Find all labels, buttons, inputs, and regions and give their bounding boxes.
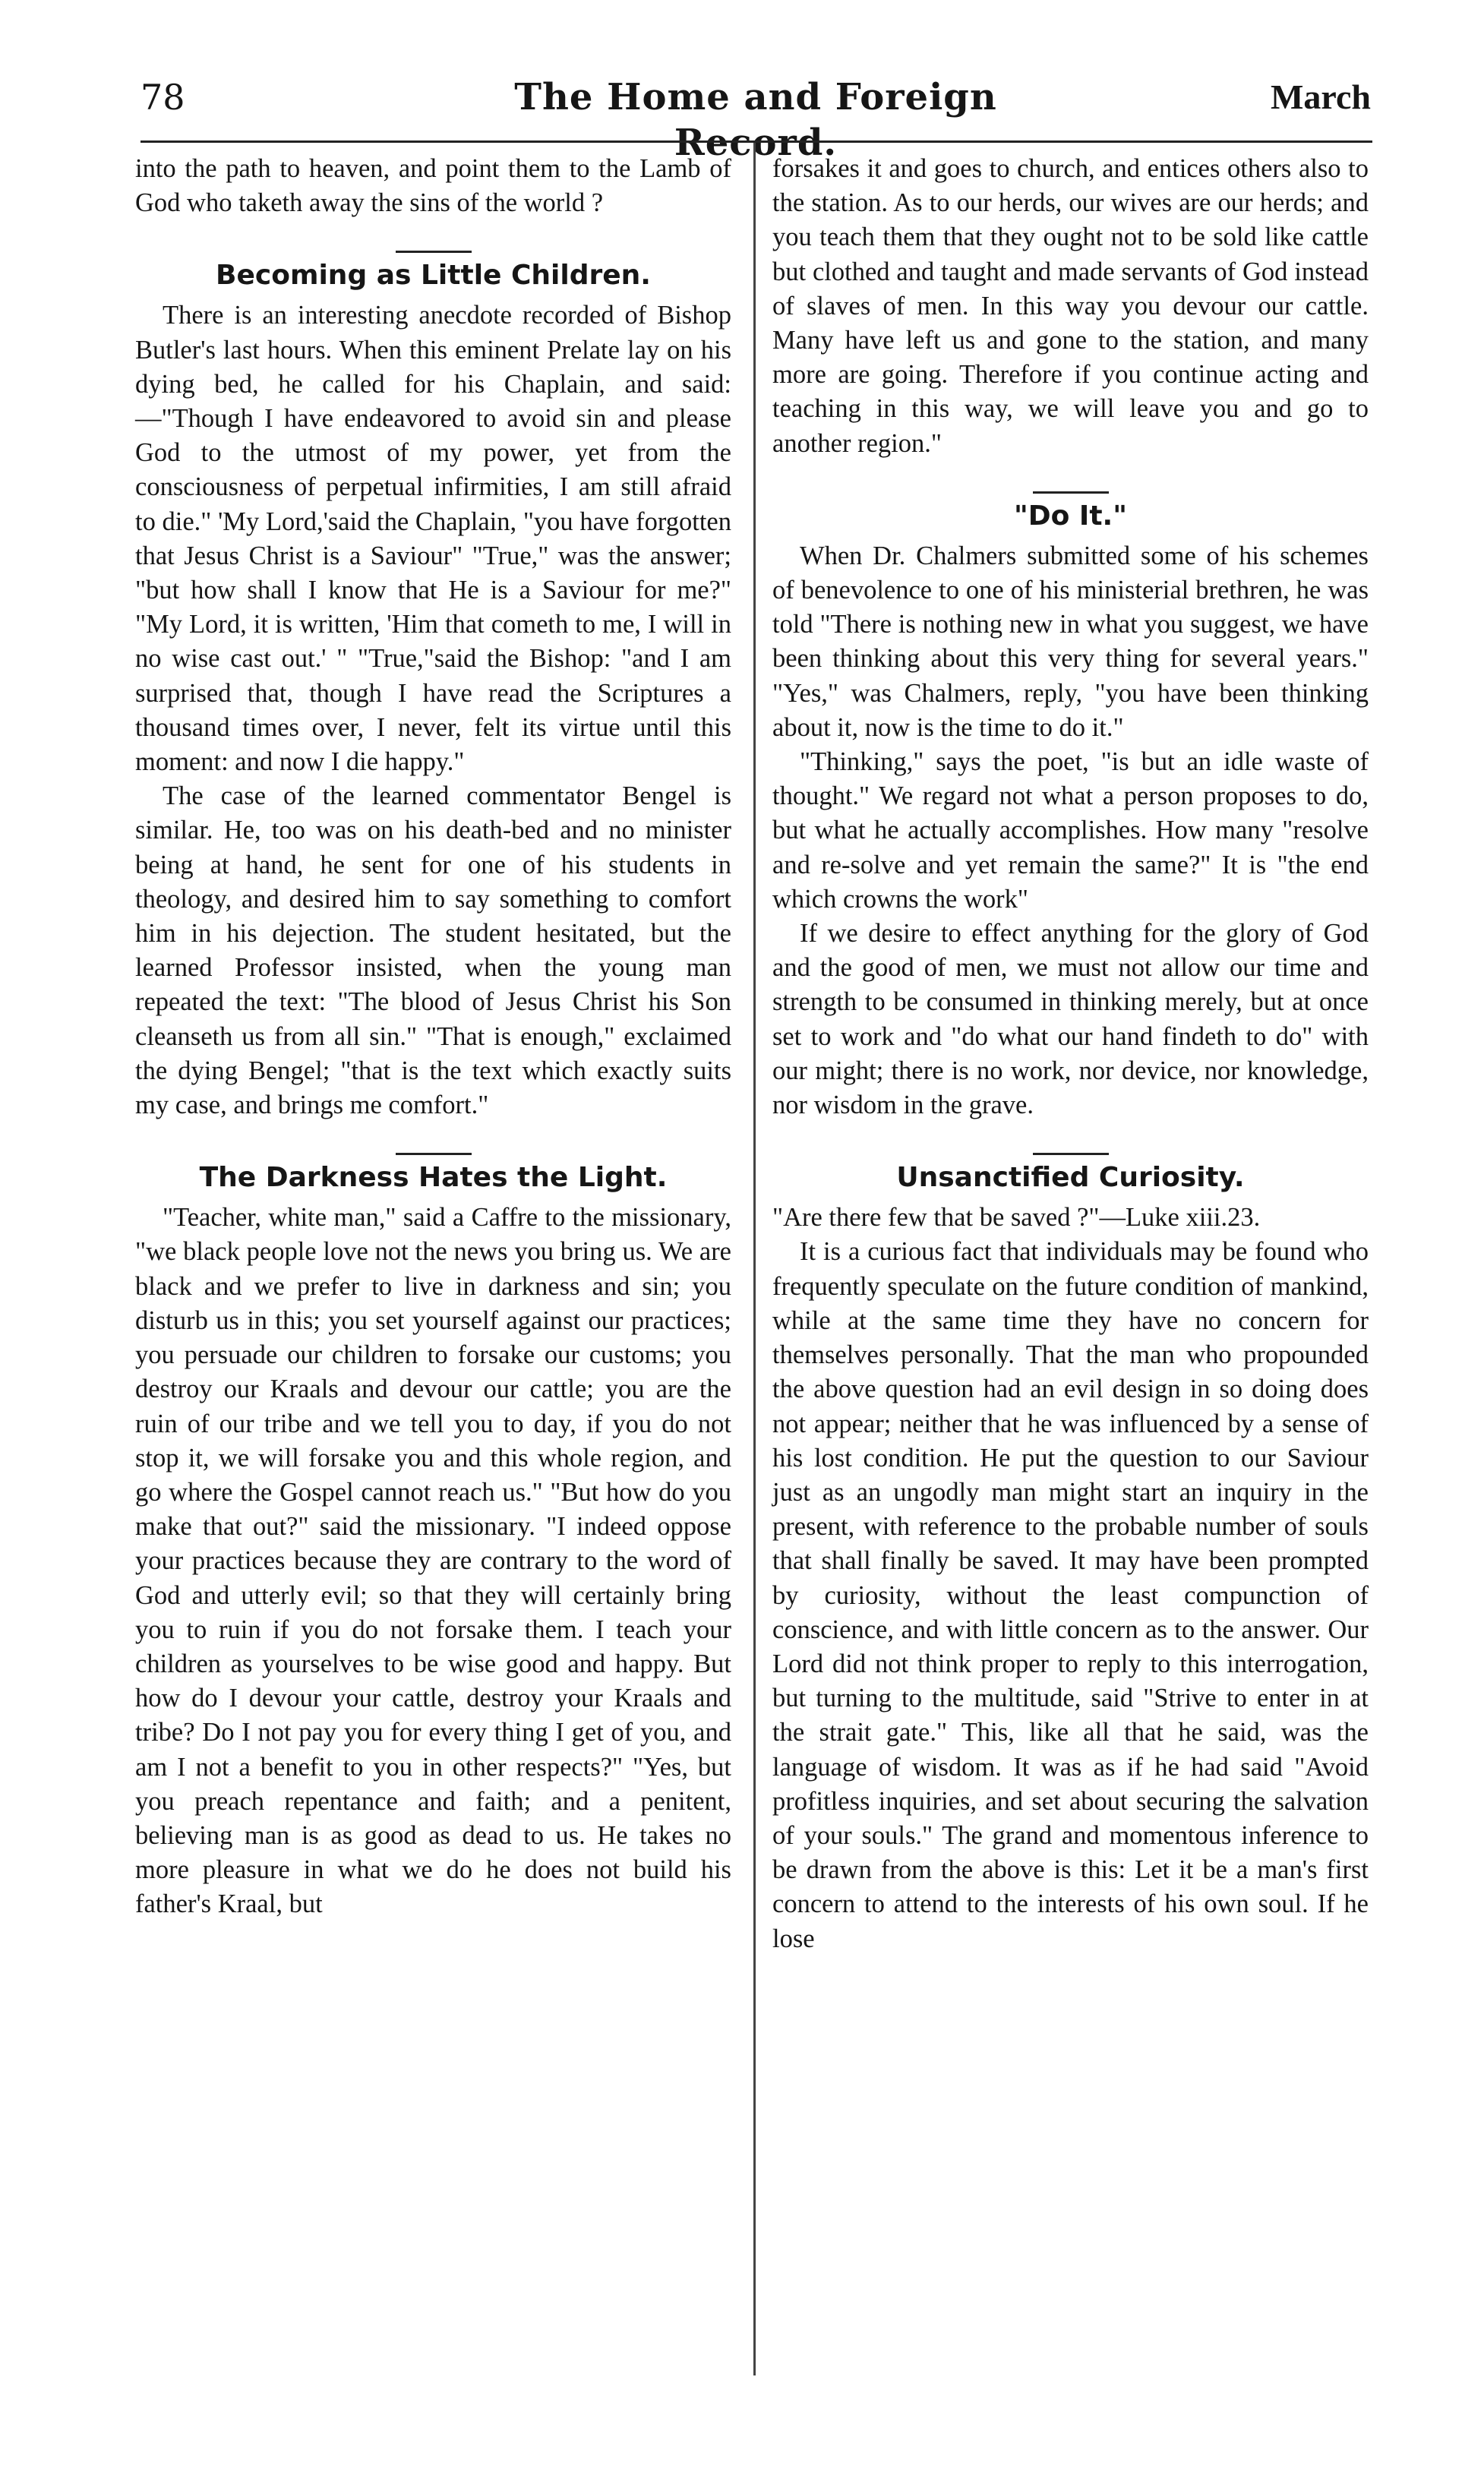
left-column bbox=[135, 152, 731, 1922]
epigraph: "Are there few that be saved ?"—Luke xiii.23. bbox=[772, 1203, 1261, 1233]
paragraph: There is an interesting anecdote recorded of Bishop Butler's last hours. When this eminent Prelate lay on his dying bed, he called for his Chaplain, and said:—"Though I have endeavored to avoid sin and please God to the utmost of my power, yet from the consciousness of perpetual infirmities, I am still afraid to die." 'My Lord,'said the Chaplain, "you have forgotten that Jesus Christ is a Saviour" "True," was the answer; "but how shall I know that He is a Saviour for me?" "My Lord, it is written, 'Him that cometh to me, I will in no wise cast out.' " "True,"said the Bishop: "and I am surprised that, though I have read the Scriptures a thousand times over, I never, felt its virtue until this moment: and now I die happy." bbox=[135, 301, 731, 777]
column-divider bbox=[753, 143, 756, 2375]
issue-month: March bbox=[1270, 77, 1371, 116]
paragraph: The case of the learned commentator Bengel is similar. He, too was on his death-bed and no minister being at hand, he sent for one of his students in theology, and desired him to say something to comfort him in his dejection. The student hesitated, but the learned Professor insisted, when the young man repeated the text: "The blood of Jesus Christ his Son cleanseth us from all sin." "That is enough," exclaimed the dying Bengel; "that is the text which exactly suits my case, and brings me comfort." bbox=[135, 781, 731, 1120]
paragraph: If we desire to effect anything for the glory of God and the good of men, we must not allow our time and strength to be consumed in thinking merely, but at once set to work and "do what our hand findeth to do" with our might; there is no work, nor device, nor knowledge, nor wisdom in the grave. bbox=[772, 919, 1369, 1120]
page-header bbox=[141, 74, 1371, 164]
section-heading-do-it: "Do It." bbox=[1014, 500, 1127, 532]
right-column bbox=[772, 152, 1369, 1956]
section-heading-darkness-hates-light: The Darkness Hates the Light. bbox=[199, 1162, 668, 1194]
paragraph: "Teacher, white man," said a Caffre to the missionary, "we black people love not the news you bring us. We are black and we prefer to live in darkness and sin; you disturb us in this; you set yourself against our practices; you persuade our children to forsake our customs; you destroy our Kraals and devour our cattle; you are the ruin of our tribe and we tell you to day, if you do not stop it, we will forsake you and this whole region, and go where the Gospel cannot reach us." "But how do you make that out?" said the missionary. "I indeed oppose your practices because they are contrary to the word of God and utterly evil; so that they will certainly bring you to ruin if you do not forsake them. I teach your children as yourselves to be wise good and happy. But how do I devour your cattle, destroy your Kraals and tribe? Do I not pay you for every thing I get of you, and am I not a benefit to you in other respects?" "Yes, but you preach repentance and faith; and a penitent, believing man is as good as dead to us. He takes no more pleasure in what we do he does not build his father's Kraal, but bbox=[135, 1203, 731, 1919]
continuation-text: forsakes it and goes to church, and entices others also to the station. As to our herds, our wives are our herds; and you teach them that they ought not to be sold like cattle but clothed and taught and made servants of God instead of slaves of men. In this way you devour our cattle. Many have left us and gone to the station, and many more are going. Therefore if you continue acting and teaching in this way, we will leave you and go to another region." bbox=[772, 154, 1369, 458]
header-rule bbox=[141, 140, 1372, 143]
section-heading-becoming-as-little-children: Becoming as Little Children. bbox=[216, 260, 651, 292]
paragraph: "Thinking," says the poet, "is but an idle waste of thought." We regard not what a person proposes to do, but what he actually accomplishes. How many "resolve and re-solve and yet remain the same?" It is "the end which crowns the work" bbox=[772, 747, 1369, 914]
running-title: The Home and Foreign Record. bbox=[514, 76, 997, 164]
intro-text: into the path to heaven, and point them to the Lamb of God who taketh away the sins of the world ? bbox=[135, 154, 731, 218]
paragraph: It is a curious fact that individuals may be found who frequently speculate on the future condition of mankind, while at the same time they have no concern for themselves personally. That the man who propounded the above question had an evil design in so doing does not appear; neither that he was influenced by a sense of his lost condition. He put the question to our Saviour just as an ungodly man might start an inquiry in the present, with reference to the probable number of souls that shall finally be saved. It may have been prompted by curiosity, without the least compunction of conscience, and with little concern as to the answer. Our Lord did not think proper to reply to this interrogation, but turning to the multitude, said "Strive to enter in at the strait gate." This, like all that he said, was the language of wisdom. It was as if he had said "Avoid profitless inquiries, and set about securing the salvation of your souls." The grand and momentous inference to be drawn from the above is this: Let it be a man's first concern to attend to the interests of his own soul. If he lose bbox=[772, 1237, 1369, 1953]
page-number: 78 bbox=[141, 77, 185, 118]
section-heading-unsanctified-curiosity: Unsanctified Curiosity. bbox=[896, 1162, 1245, 1194]
paragraph: When Dr. Chalmers submitted some of his schemes of benevolence to one of his ministerial brethren, he was told "There is nothing new in what you suggest, we have been thinking about this very thing for several years." "Yes," was Chalmers, reply, "you have been thinking about it, now is the time to do it." bbox=[772, 541, 1369, 742]
